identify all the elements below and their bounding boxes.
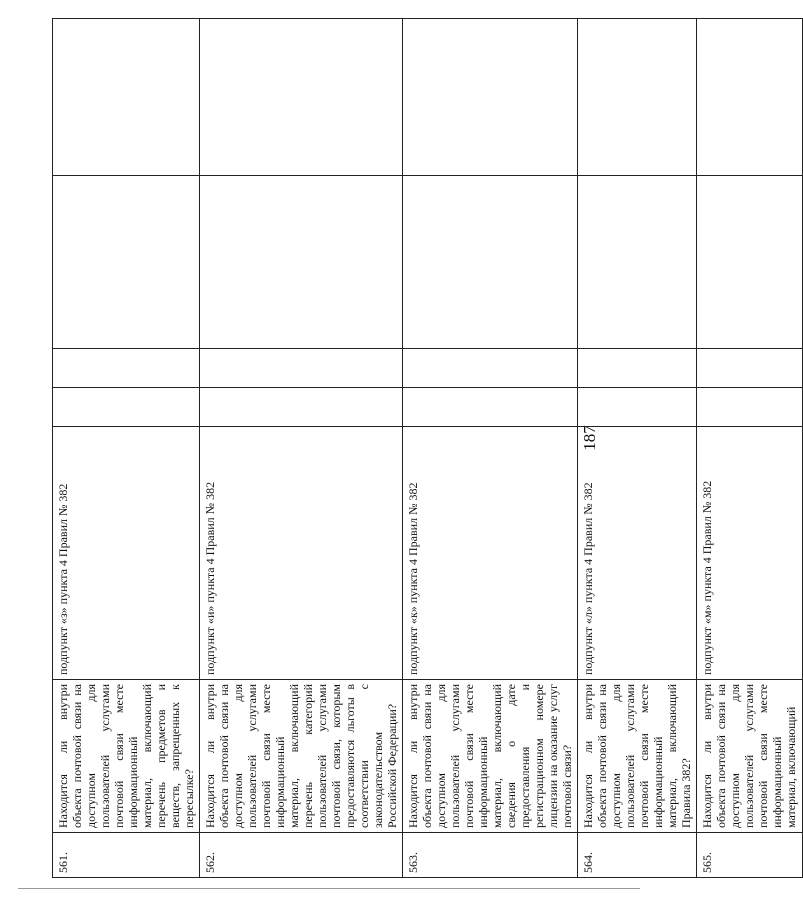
notes-cell — [403, 19, 578, 176]
answer-cell-no — [403, 349, 578, 388]
row-number: 565. — [697, 833, 803, 878]
answer-cell-no — [53, 349, 200, 388]
table-row — [578, 19, 697, 878]
scan-bottom-edge — [18, 888, 640, 889]
question-text: Находится ли внутри объекта почтовой связи на доступном для пользователей услугами почтовой связи месте информационный материал, включающий — [697, 680, 803, 833]
notes-cell — [200, 19, 403, 176]
question-text: Находится ли внутри объекта почтовой связи на доступном для пользователей услугами почтовой связи месте информационный материал, включающий сведения о дате предоставления и регистрационном номере лицензии на оказание услуг почтовой связи? — [403, 680, 578, 833]
answer-cell-na — [403, 176, 578, 349]
legal-basis: подпункт «л» пункта 4 Правил № 382 — [578, 427, 697, 680]
answer-cell-no — [578, 349, 697, 388]
legal-basis: подпункт «к» пункта 4 Правил № 382 — [403, 427, 578, 680]
question-text: Находится ли внутри объекта почтовой связи на доступном для пользователей услугами почтовой связи месте информационный материал, включающий перечень категорий пользователей услугами почтовой связи, которым предоставляются льготы в соответствии с законодательством Российской Федерации? — [200, 680, 403, 833]
notes-cell — [697, 19, 803, 176]
legal-basis: подпункт «з» пункта 4 Правил № 382 — [53, 427, 200, 680]
checklist-table — [52, 18, 803, 878]
answer-cell-yes — [578, 388, 697, 427]
notes-cell — [53, 19, 200, 176]
row-number: 561. — [53, 833, 200, 878]
legal-basis: подпункт «и» пункта 4 Правил № 382 — [200, 427, 403, 680]
question-text: Находится ли внутри объекта почтовой связи на доступном для пользователей услугами почтовой связи месте информационный материал, включающий перечень предметов и веществ, запрещенных к пересылке? — [53, 680, 200, 833]
answer-cell-na — [200, 176, 403, 349]
table-row — [53, 19, 200, 878]
notes-cell — [578, 19, 697, 176]
question-text: Находится ли внутри объекта почтовой связи на доступном для пользователей услугами почтовой связи месте информационный материал, включающий Правила 382? — [578, 680, 697, 833]
answer-cell-na — [578, 176, 697, 349]
answer-cell-no — [697, 349, 803, 388]
row-number: 562. — [200, 833, 403, 878]
table-row — [697, 19, 803, 878]
page-number: 187 — [580, 425, 599, 451]
answer-cell-yes — [403, 388, 578, 427]
table-row — [403, 19, 578, 878]
answer-cell-yes — [53, 388, 200, 427]
answer-cell-yes — [697, 388, 803, 427]
row-number: 563. — [403, 833, 578, 878]
legal-basis: подпункт «м» пункта 4 Правил № 382 — [697, 427, 803, 680]
answer-cell-yes — [200, 388, 403, 427]
answer-cell-na — [53, 176, 200, 349]
answer-cell-na — [697, 176, 803, 349]
table-row — [200, 19, 403, 878]
answer-cell-no — [200, 349, 403, 388]
row-number: 564. — [578, 833, 697, 878]
